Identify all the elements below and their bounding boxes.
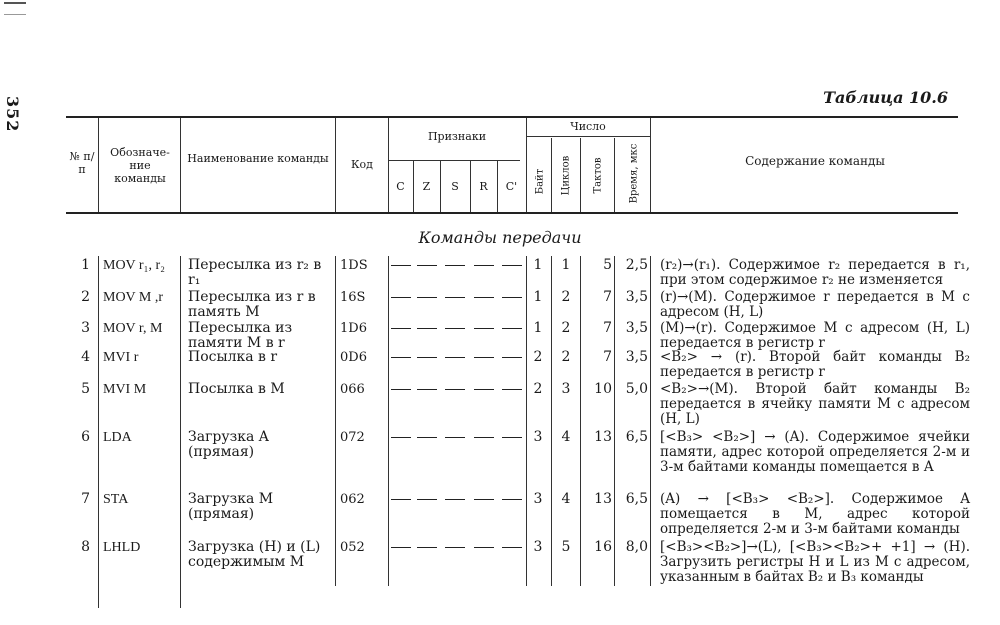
table-row-flag-dash	[445, 357, 465, 358]
header-ticks: Тактов	[592, 157, 604, 194]
table-row-ticks: 13	[594, 491, 612, 507]
table-row-flag-dash	[474, 499, 494, 500]
table-row-flag-dash	[445, 499, 465, 500]
table-row-name: Пересылка из r в память M	[188, 289, 316, 320]
table-row-flag-dash	[474, 547, 494, 548]
table-row-name: Посылка в r	[188, 349, 278, 365]
table-row-ticks: 7	[603, 289, 612, 305]
header-flag-c-prime: C'	[505, 180, 518, 193]
table-row-content: (r)→(M). Содержимое r передается в M с адресом (H, L)	[660, 289, 970, 320]
table-row-flag-dash	[417, 328, 437, 329]
table-row-flag-dash	[445, 437, 465, 438]
table-row-num: 4	[81, 349, 90, 365]
table-row-mnemonic: MOV M ,r	[103, 290, 164, 305]
table-row-flag-dash	[502, 437, 522, 438]
table-row-time: 6,5	[625, 491, 648, 507]
table-row-mnemonic: MOV r, M	[103, 321, 163, 336]
header-flag-c: C	[396, 180, 405, 193]
table-row-cycles: 2	[561, 349, 571, 365]
table-row-flag-dash	[474, 328, 494, 329]
table-row-flag-dash	[445, 389, 465, 390]
table-row-cycles: 2	[561, 289, 571, 305]
table-top-rule	[66, 116, 958, 118]
scan-corner-mark	[4, 2, 26, 15]
table-row-name: Загрузка (H) и (L) содержимым M	[188, 539, 321, 570]
table-row-time: 3,5	[625, 320, 648, 336]
table-row-flag-dash	[391, 265, 411, 266]
table-row-code: 052	[340, 540, 365, 555]
table-row-flag-dash	[417, 265, 437, 266]
header-counts-group: Число	[570, 120, 606, 133]
table-row-content: (A) → [<B₃> <B₂>]. Содержимое A помещается в M, адрес которой определяется 2-м и 3-м байтами команды	[660, 491, 970, 537]
table-row-name: Пересылка из r₂ в r₁	[188, 257, 322, 288]
table-row-bytes: 1	[533, 289, 543, 305]
table-row-flag-dash	[502, 547, 522, 548]
table-row-mnemonic: MVI M	[103, 382, 147, 397]
table-row-ticks: 7	[603, 320, 612, 336]
table-row-cycles: 4	[561, 491, 571, 507]
table-row-flag-dash	[502, 499, 522, 500]
col-divider	[580, 138, 581, 212]
table-row-mnemonic: LHLD	[103, 540, 141, 555]
table-row-num: 8	[81, 539, 90, 555]
table-row-name: Пересылка из памяти M в r	[188, 320, 293, 351]
table-row-cycles: 5	[561, 539, 571, 555]
table-row-content: (r₂)→(r₁). Содержимое r₂ передается в r₁, при этом содержимое r₂ не изменяется	[660, 257, 970, 288]
header-code: Код	[351, 158, 373, 171]
table-row-mnemonic: LDA	[103, 430, 132, 445]
table-row-flag-dash	[502, 265, 522, 266]
table-row-ticks: 16	[594, 539, 612, 555]
table-row-ticks: 7	[603, 349, 612, 365]
table-row-name: Посылка в M	[188, 381, 285, 397]
table-row-code: 16S	[340, 290, 366, 305]
table-row-bytes: 3	[533, 429, 543, 445]
header-flags-group: Признаки	[427, 130, 487, 143]
counts-subrule	[526, 136, 650, 137]
table-row-flag-dash	[417, 437, 437, 438]
col-divider	[335, 256, 336, 586]
col-divider	[614, 256, 615, 586]
page-number: 352	[3, 96, 22, 133]
header-content: Содержание команды	[745, 154, 885, 168]
header-time: Время, мкс	[628, 143, 640, 204]
table-row-cycles: 3	[561, 381, 571, 397]
col-divider	[526, 256, 527, 586]
col-divider	[650, 118, 651, 212]
table-row-flag-dash	[445, 297, 465, 298]
table-row-num: 7	[81, 491, 90, 507]
table-row-flag-dash	[417, 499, 437, 500]
table-row-flag-dash	[417, 547, 437, 548]
table-row-ticks: 5	[603, 257, 612, 273]
table-row-content: [<B₃><B₂>]→(L), [<B₃><B₂>+ +1] → (H). Загрузить регистры H и L из M с адресом, указанным в байтах B₂ и B₃ команды	[660, 539, 970, 585]
col-divider	[614, 138, 615, 212]
header-flag-s: S	[451, 180, 459, 193]
table-row-num: 1	[81, 257, 90, 273]
table-row-flag-dash	[502, 389, 522, 390]
table-row-mnemonic: MOV r₁, r₂	[103, 258, 166, 273]
table-row-flag-dash	[417, 357, 437, 358]
table-row-flag-dash	[445, 265, 465, 266]
table-row-mnemonic: STA	[103, 492, 129, 507]
table-row-num: 3	[81, 320, 90, 336]
table-row-code: 1DS	[340, 258, 368, 273]
table-row-content: <B₂> → (r). Второй байт команды B₂ передается в регистр r	[660, 349, 970, 380]
table-row-num: 2	[81, 289, 90, 305]
table-row-time: 2,5	[625, 257, 648, 273]
table-row-flag-dash	[391, 297, 411, 298]
table-row-flag-dash	[474, 297, 494, 298]
table-row-flag-dash	[502, 357, 522, 358]
section-title: Команды передачи	[418, 228, 582, 247]
header-cycles: Циклов	[560, 155, 572, 196]
table-row-flag-dash	[417, 297, 437, 298]
table-row-flag-dash	[391, 357, 411, 358]
header-name: Наименование команды	[187, 152, 329, 165]
col-divider	[650, 256, 651, 586]
col-divider	[180, 256, 181, 608]
table-row-flag-dash	[474, 265, 494, 266]
table-row-content: (M)→(r). Содержимое M с адресом (H, L) передается в регистр r	[660, 320, 970, 351]
table-row-time: 3,5	[625, 349, 648, 365]
table-row-bytes: 2	[533, 349, 543, 365]
table-row-flag-dash	[445, 547, 465, 548]
header-flag-r: R	[479, 180, 488, 193]
table-row-time: 6,5	[625, 429, 648, 445]
table-row-flag-dash	[474, 389, 494, 390]
flags-subrule	[388, 160, 520, 161]
table-row-code: 066	[340, 382, 365, 397]
table-row-bytes: 3	[533, 491, 543, 507]
col-divider	[335, 118, 336, 212]
col-divider	[551, 138, 552, 212]
col-divider	[98, 118, 99, 212]
header-bytes: Байт	[534, 168, 546, 195]
header-mnemonic: Обозначе-ние команды	[110, 146, 170, 185]
table-title: Таблица 10.6	[823, 88, 948, 107]
table-row-flag-dash	[445, 328, 465, 329]
table-row-bytes: 1	[533, 320, 543, 336]
table-row-bytes: 1	[533, 257, 543, 273]
table-row-flag-dash	[502, 328, 522, 329]
table-row-flag-dash	[417, 389, 437, 390]
table-row-content: <B₂>→(M). Второй байт команды B₂ передается в ячейку памяти M с адресом (H, L)	[660, 381, 970, 427]
table-row-code: 072	[340, 430, 365, 445]
table-row-ticks: 13	[594, 429, 612, 445]
table-row-time: 5,0	[625, 381, 648, 397]
table-row-code: 0D6	[340, 350, 367, 365]
table-row-flag-dash	[502, 297, 522, 298]
table-row-num: 5	[81, 381, 90, 397]
table-row-flag-dash	[391, 499, 411, 500]
table-row-bytes: 2	[533, 381, 543, 397]
table-row-code: 1D6	[340, 321, 367, 336]
header-num: № п/п	[69, 150, 95, 176]
col-divider	[580, 256, 581, 586]
table-row-num: 6	[81, 429, 90, 445]
table-row-cycles: 1	[561, 257, 571, 273]
table-row-ticks: 10	[594, 381, 612, 397]
table-row-cycles: 4	[561, 429, 571, 445]
table-row-time: 3,5	[625, 289, 648, 305]
table-row-flag-dash	[391, 328, 411, 329]
table-row-bytes: 3	[533, 539, 543, 555]
table-row-flag-dash	[391, 437, 411, 438]
table-row-flag-dash	[474, 437, 494, 438]
table-row-flag-dash	[391, 547, 411, 548]
col-divider	[388, 256, 389, 586]
table-row-cycles: 2	[561, 320, 571, 336]
header-flag-z: Z	[422, 180, 431, 193]
table-row-mnemonic: MVI r	[103, 350, 139, 365]
table-row-name: Загрузка M (прямая)	[188, 491, 274, 522]
header-bottom-rule	[66, 212, 958, 214]
table-row-name: Загрузка A (прямая)	[188, 429, 269, 460]
table-row-content: [<B₃> <B₂>] → (A). Содержимое ячейки памяти, адрес которой определяется 2-м и 3-м байтами команды помещается в A	[660, 429, 970, 475]
table-row-flag-dash	[474, 357, 494, 358]
table-row-code: 062	[340, 492, 365, 507]
table-row-flag-dash	[391, 389, 411, 390]
col-divider	[180, 118, 181, 212]
table-row-time: 8,0	[625, 539, 648, 555]
col-divider	[98, 256, 99, 608]
col-divider	[551, 256, 552, 586]
